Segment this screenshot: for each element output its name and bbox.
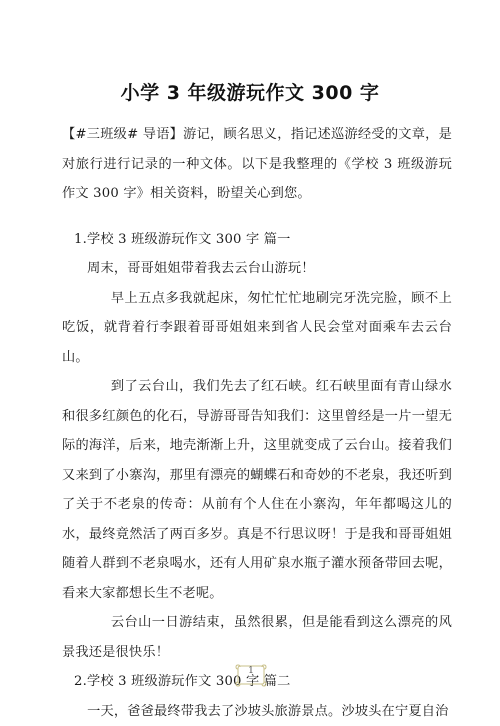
paragraph: 一天，爸爸最终带我去了沙坡头旅游景点。沙坡头在宁夏自治 [62,697,452,726]
page-number-badge [234,661,268,687]
section-heading-2: 2.学校 3 班级游玩作文 300 字 篇二 [62,667,452,697]
paragraph: 到了云台山，我们先去了红石峡。红石峡里面有青山绿水和很多红颜色的化石，导游哥哥告知我们：这里曾经是一片一望无际的海洋，后来，地壳渐渐上升，这里就变成了云台山。接着我们又来到了小寨沟，那里有漂亮的蝴蝶石和奇妙的不老泉，我还听到了关于不老泉的传奇：从前有个人住在小寨沟，年年都喝这儿的水，最终竟然活了两百多岁。真是不行思议呀！于是我和哥哥姐姐随着人群到不老泉喝水，还有人用矿泉水瓶子灌水预备带回去呢，看来大家都想长生不老呢。 [62,372,452,608]
page-title: 小学 3 年级游玩作文 300 字 [0,78,500,105]
paragraph: 早上五点多我就起床，匆忙忙忙地刷完牙洗完脸，顾不上吃饭，就背着行李跟着哥哥姐姐来到省人民会堂对面乘车去云台山。 [62,284,452,373]
page-number: 1 [234,666,268,676]
paragraph: 云台山一日游结束，虽然很累，但是能看到这么漂亮的风景我还是很快乐！ [62,608,452,667]
intro-paragraph: 【#三班级# 导语】游记，顾名思义，指记述巡游经受的文章，是对旅行进行记录的一种文体。以下是我整理的《学校 3 班级游玩作文 300 字》相关资料，盼望关心到您。 [62,120,452,209]
document-body [62,120,452,726]
section-heading-1: 1.学校 3 班级游玩作文 300 字 篇一 [62,225,452,255]
paragraph: 周末，哥哥姐姐带着我去云台山游玩！ [62,254,452,284]
